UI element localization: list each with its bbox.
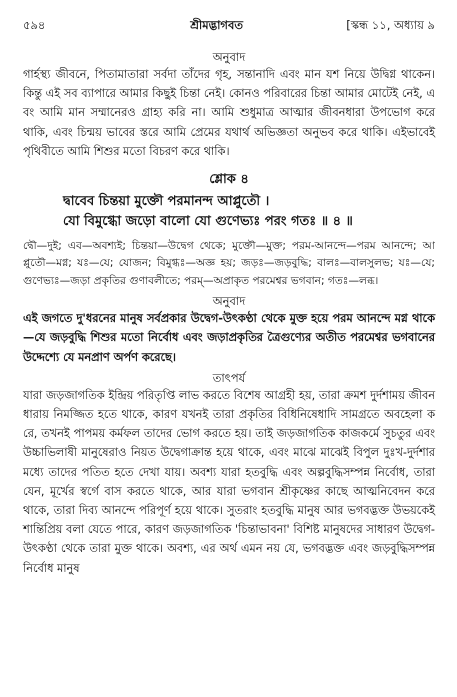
running-title: শ্রীমদ্ভাগবত [190, 18, 243, 32]
translation-heading: অনুবাদ [212, 294, 246, 309]
translation-heading-previous: অনুবাদ [212, 50, 246, 64]
word-synonyms: দ্বৌ—দুই; এব—অবশ্যই; চিন্তয়া—উদ্বেগ থেকে; মুক্তৌ—মুক্ত; পরম-আনন্দে—পরম আনন্দে; আপ্লুতৌ—মগ্ন; যঃ—যে; যোজন; বিমুগ্ধঃ—অজ্ঞ হয়; জড়ঃ—জড়বুদ্ধি; বালঃ—বালসুলভ; যঃ—যে; গুণেভ্যঃ—জড়া প্রকৃতির গুণাবলীতে; পরম্—অপ্রাকৃত পরমেশ্বর ভগবান; গতঃ—লব্ধ। [23, 240, 435, 287]
purport-heading: তাৎপর্য [212, 370, 246, 385]
purport-text: যারা জড়জাগতিক ইন্দ্রিয় পরিতৃপ্তি লাভ করতে বিশেষ আগ্রহী হয়, তারা ক্রমশ দুর্দশাময় জীবন ধারায় নিমজ্জিত হতে থাকে, কারণ যখনই তারা প্রকৃতির বিধিনিষেধাদি সামগ্রতে অবহেলা করে, তখনই পাপময় কর্মফল তাদের ভোগ করতে হয়। তাই জড়জাগতিক কাজকর্মে সুচতুর এবং উচ্চাভিলাষী মানুষেরাও নিয়ত উদ্বেগাক্রান্ত হয়ে থাকে, এবং মাঝে মাঝেই বিপুল দুঃখ-দুর্দশার মধ্যে তাদের পতিত হতে দেখা যায়। অবশ্য যারা হতবুদ্ধি এবং অল্পবুদ্ধিসম্পন্ন নির্বোধ, তারা যেন, মূর্খের স্বর্গে বাস করতে থাকে, আর যারা ভগবান শ্রীকৃষ্ণের কাছে আত্মনিবেদন করে থাকে, তারা দিব্য আনন্দে পরিপূর্ণ হয়ে থাকে। সুতরাং হতবুদ্ধি মানুষ আর ভগবদ্ভক্ত উভয়কেই শান্তিপ্রিয় বলা যেতে পারে, কারণ জড়জাগতিক 'চিন্তাভাবনা' বিশিষ্ট মানুষদের সাধারণ উদ্বেগ-উৎকণ্ঠা থেকে তারা মুক্ত থাকে। অবশ্য, এর অর্থ এমন নয় যে, ভগবদ্ভক্ত এবং জড়বুদ্ধিসম্পন্ন নির্বোধ মানুষ [23, 388, 435, 575]
verse-line-1: দ্বাবেব চিন্তয়া মুক্তৌ পরমানন্দ আপ্লুতৌ । [63, 194, 270, 210]
page-number: ৫৯৪ [23, 18, 46, 32]
translation-paragraph-previous: গার্হস্থ্য জীবনে, পিতামাতারা সর্বদা তাঁদের গৃহ, সন্তানাদি এবং মান যশ নিয়ে উদ্বিগ্ন থাকেন। কিন্তু এই সব ব্যাপারে আমার কিছুই চিন্তা নেই। কোনও পরিবারের চিন্তা আমার মোটেই নেই, এবং আমি মান সম্মানেরও গ্রাহ্য করি না। আমি শুধুমাত্র আত্মার জীবনধারা উপভোগ করে থাকি, এবং চিন্ময় ভাবের স্তরে আমি প্রেমের যথার্থ অভিজ্ঞতা অনুভব করে থাকি। এইভাবেই পৃথিবীতে আমি শিশুর মতো বিচরণ করে থাকি। [23, 68, 435, 158]
verse-line-2: যো বিমুগ্ধো জড়ো বালো যো গুণেভ্যঃ পরং গতঃ ॥ ৪ ॥ [63, 214, 353, 230]
page-header [23, 18, 435, 32]
verse-title: শ্লোক ৪ [209, 172, 249, 188]
translation-text: এই জগতে দু'ধরনের মানুষ সর্বপ্রকার উদ্বেগ-উৎকণ্ঠা থেকে মুক্ত হয়ে পরম আনন্দে মগ্ন থাকে—যে জড়বুদ্ধি শিশুর মতো নির্বোধ এবং জড়াপ্রকৃতির ত্রৈগুণ্যের অতীত পরমেশ্বর ভগবানের উদ্দেশ্যে যে মনপ্রাণ অর্পণ করেছে। [23, 312, 435, 364]
chapter-reference: [স্কন্ধ ১১, অধ্যায় ৯ [346, 18, 435, 32]
